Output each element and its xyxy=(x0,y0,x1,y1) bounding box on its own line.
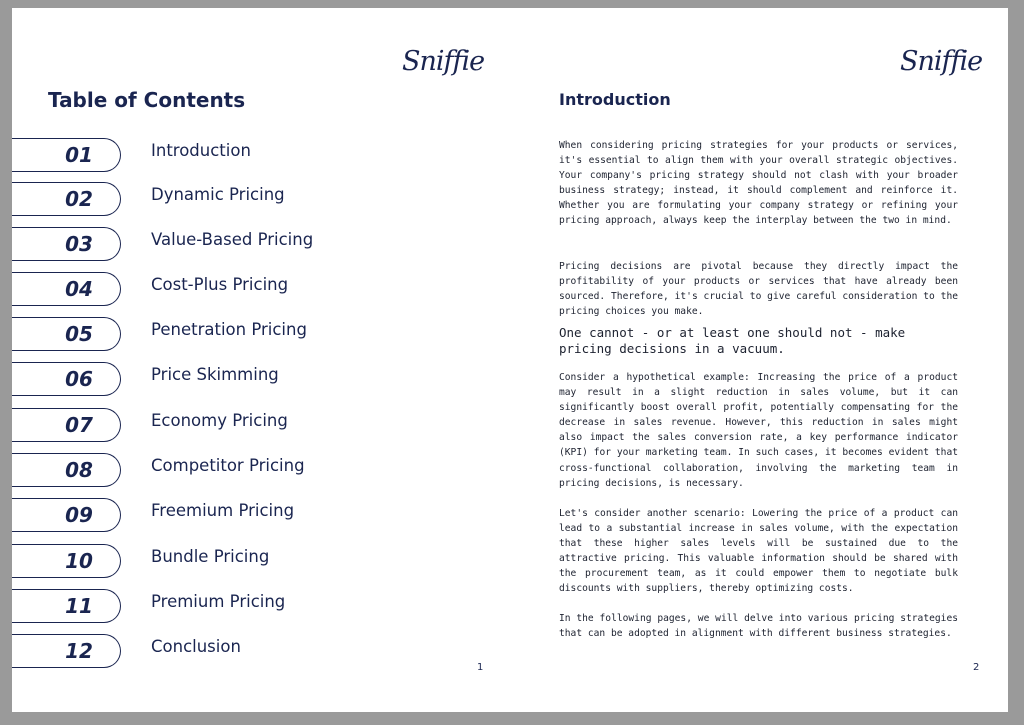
toc-number-badge: 11 xyxy=(12,589,121,623)
intro-paragraph: When considering pricing strategies for your products or services, it's essential to align them with your overall strategic objectives. Your company's pricing strategy should not clash with your broader business strategy; instead, it should complement and reinforce it. Whether you are formulating your company strategy or refining your pricing approach, always keep the interplay between the two in mind. xyxy=(559,140,958,227)
toc-label: Cost-Plus Pricing xyxy=(151,275,289,294)
page-number-left: 1 xyxy=(477,662,484,673)
toc-number-badge: 05 xyxy=(12,317,121,351)
toc-item-freemium-pricing[interactable] xyxy=(12,498,492,532)
toc-label: Competitor Pricing xyxy=(151,456,305,475)
toc-number-badge: 02 xyxy=(12,182,121,216)
toc-item-bundle-pricing[interactable] xyxy=(12,544,492,578)
toc-item-economy-pricing[interactable] xyxy=(12,408,492,442)
toc-item-price-skimming[interactable] xyxy=(12,362,492,396)
toc-label: Freemium Pricing xyxy=(151,501,295,520)
toc-label: Introduction xyxy=(151,141,251,160)
toc-label: Dynamic Pricing xyxy=(151,185,285,204)
intro-paragraph: Consider a hypothetical example: Increasing the price of a product may result in a slight reduction in sales volume, but it can significantly boost overall profit, potentially compensating for the decrease in sales revenue. However, this reduction in sales might also impact the sales conversion rate, a key performance indicator (KPI) for your marketing team. In such cases, it becomes evident that cross-functional collaboration, involving the marketing team in pricing decisions, is necessary. xyxy=(559,372,958,489)
document-spread xyxy=(12,8,1008,712)
toc-number-badge: 03 xyxy=(12,227,121,261)
toc-number-badge: 09 xyxy=(12,498,121,532)
toc-item-cost-plus-pricing[interactable] xyxy=(12,272,492,306)
intro-title: Introduction xyxy=(559,90,671,109)
toc-number-badge: 07 xyxy=(12,408,121,442)
toc-number-badge: 08 xyxy=(12,453,121,487)
toc-item-competitor-pricing[interactable] xyxy=(12,453,492,487)
toc-label: Penetration Pricing xyxy=(151,320,307,339)
toc-number-badge: 12 xyxy=(12,634,121,668)
pull-quote: One cannot - or at least one should not - make pricing decisions in a vacuum. xyxy=(559,325,906,356)
toc-number-badge: 06 xyxy=(12,362,121,396)
toc-number-badge: 04 xyxy=(12,272,121,306)
toc-item-conclusion[interactable] xyxy=(12,634,492,668)
toc-label: Price Skimming xyxy=(151,365,279,384)
toc-item-introduction[interactable] xyxy=(12,138,492,172)
sniffie-logo: Sniffie xyxy=(402,46,485,77)
toc-item-value-based-pricing[interactable] xyxy=(12,227,492,261)
intro-paragraph: Let's consider another scenario: Lowering the price of a product can lead to a substantial increase in sales volume, with the expectation that these higher sales levels will be sustained due to the attractive pricing. This valuable information should be shared with the procurement team, as it could empower them to negotiate bulk discounts with suppliers, thereby optimizing costs. xyxy=(559,508,958,595)
toc-item-dynamic-pricing[interactable] xyxy=(12,182,492,216)
toc-label: Conclusion xyxy=(151,637,241,656)
toc-title: Table of Contents xyxy=(48,88,246,112)
toc-label: Bundle Pricing xyxy=(151,547,270,566)
toc-label: Value-Based Pricing xyxy=(151,230,314,249)
sniffie-logo: Sniffie xyxy=(900,46,983,77)
page-number-right: 2 xyxy=(973,662,980,673)
toc-item-premium-pricing[interactable] xyxy=(12,589,492,623)
intro-paragraph: Pricing decisions are pivotal because they directly impact the profitability of your products or services that have already been sourced. Therefore, it's crucial to give careful consideration to the pricing choices you make. xyxy=(559,261,958,318)
toc-number-badge: 01 xyxy=(12,138,121,172)
toc-number-badge: 10 xyxy=(12,544,121,578)
toc-item-penetration-pricing[interactable] xyxy=(12,317,492,351)
toc-label: Premium Pricing xyxy=(151,592,286,611)
toc-label: Economy Pricing xyxy=(151,411,288,430)
intro-paragraph: In the following pages, we will delve into various pricing strategies that can be adopted in alignment with different business strategies. xyxy=(559,613,958,640)
